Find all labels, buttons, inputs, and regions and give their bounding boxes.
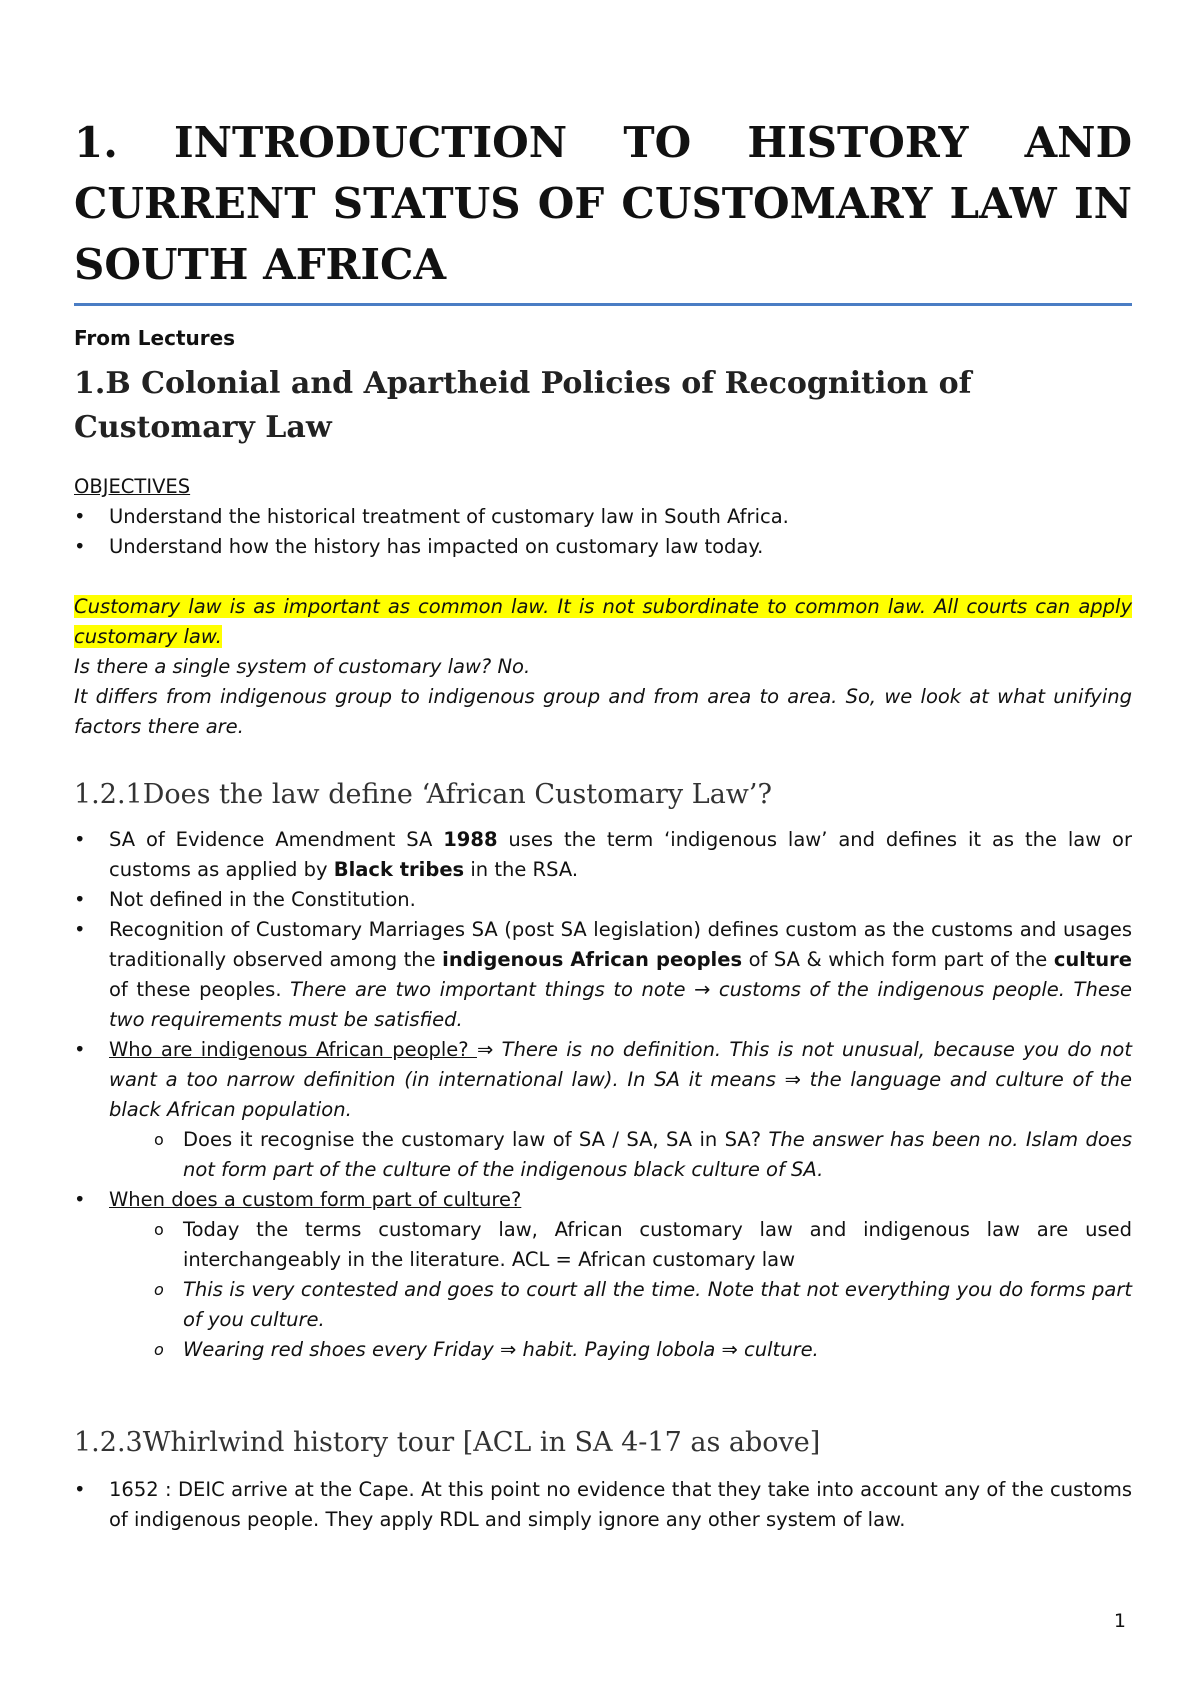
history-list [74,1475,1132,1535]
section-heading: 1.B Colonial and Apartheid Policies of Recognition of Customary Law [74,366,972,445]
sub-list-item: o Wearing red shoes every Friday ⇒ habit. Paying lobola ⇒ culture. [74,1335,1132,1365]
sub-list-item: o This is very contested and goes to court all the time. Note that not everything you do forms part of you culture. [74,1275,1132,1335]
list-item: • When does a custom form part of culture? [74,1185,1132,1215]
highlight-text: Customary law is as important as common law. It is not subordinate to common law. All courts can apply customary law. [74,595,1132,648]
title-underline-rule [74,303,1132,306]
list-item: • SA of Evidence Amendment SA 1988 uses the term ‘indigenous law’ and defines it as the law or customs as applied by Black tribes in the RSA. [74,825,1132,885]
list-item: • Recognition of Customary Marriages SA (post SA legislation) defines custom as the customs and usages traditionally observed among the indigenous African peoples of SA & which form part of the culture of these peoples. There are two important things to note → customs of the indigenous people. These two requirements must be satisfied. [74,915,1132,1035]
document-page [74,112,1132,1535]
subsection-heading-1-2-1: 1.2.1Does the law define ‘African Customary Law’? [74,779,772,810]
list-item: • Not defined in the Constitution. [74,885,1132,915]
note-line: Is there a single system of customary law? No. [74,655,531,678]
document-title: 1. INTRODUCTION TO HISTORY AND CURRENT STATUS OF CUSTOMARY LAW IN SOUTH AFRICA [74,118,1132,289]
objective-item: • Understand the historical treatment of customary law in South Africa. [74,502,1132,532]
sub-list-item: o Today the terms customary law, African customary law and indigenous law are used interchangeably in the literature. ACL = African customary law [74,1215,1132,1275]
highlighted-note [74,592,1132,652]
source-label: From Lectures [74,326,236,350]
objective-item: • Understand how the history has impacted on customary law today. [74,532,1132,562]
definition-list [74,825,1132,1365]
objectives-label: OBJECTIVES [74,475,191,498]
sub-list-item: o Does it recognise the customary law of SA / SA, SA in SA? The answer has been no. Islam does not form part of the culture of the indigenous black culture of SA. [74,1125,1132,1185]
page-number: 1 [1113,1610,1126,1632]
note-line: It differs from indigenous group to indigenous group and from area to area. So, we look at what unifying factors there are. [74,685,1132,738]
subsection-heading-1-2-3: 1.2.3Whirlwind history tour [ACL in SA 4-17 as above] [74,1427,821,1458]
list-item: • 1652 : DEIC arrive at the Cape. At this point no evidence that they take into account any of the customs of indigenous people. They apply RDL and simply ignore any other system of law. [74,1475,1132,1535]
objectives-list [74,502,1132,562]
list-item: • Who are indigenous African people? ⇒ There is no definition. This is not unusual, because you do not want a too narrow definition (in international law). In SA it means ⇒ the language and culture of the black African population. [74,1035,1132,1125]
